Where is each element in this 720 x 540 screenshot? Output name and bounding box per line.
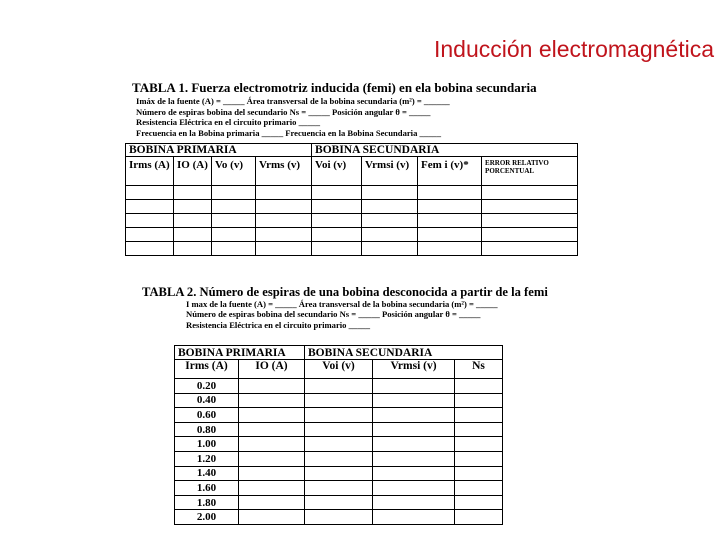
table-row (126, 200, 578, 214)
table-cell (455, 481, 503, 496)
table-row (126, 214, 578, 228)
tabla1-col-header: Voi (v) (312, 157, 362, 186)
table-cell (305, 466, 373, 481)
tabla1-col-header: Fem i (v)* (418, 157, 482, 186)
irms-value: 0.40 (175, 393, 239, 408)
table-cell (373, 495, 455, 510)
tabla1-line: Número de espiras bobina del secundario Ns = _____ Posición angular θ = _____ (136, 106, 431, 117)
table-row (126, 228, 578, 242)
table-cell (239, 379, 305, 394)
table-cell (373, 481, 455, 496)
tabla1-group-primary: BOBINA PRIMARIA (126, 144, 312, 157)
tabla2-group-secondary: BOBINA SECUNDARIA (305, 346, 503, 360)
table-cell (212, 200, 256, 214)
irms-value: 0.60 (175, 408, 239, 423)
table-row (175, 481, 503, 496)
table-cell (418, 242, 482, 256)
table-cell (239, 510, 305, 525)
table-cell (305, 408, 373, 423)
table-cell (126, 228, 174, 242)
table-cell (239, 481, 305, 496)
table-cell (256, 200, 312, 214)
table-cell (373, 466, 455, 481)
tabla1-caption: TABLA 1. Fuerza electromotriz inducida (femi) en ela bobina secundaria (132, 80, 537, 95)
tabla2 (174, 345, 503, 525)
table-cell (256, 186, 312, 200)
tabla1-col-header: Vo (v) (212, 157, 256, 186)
table-cell (482, 214, 578, 228)
tabla1-col-header: Vrmsi (v) (362, 157, 418, 186)
irms-value: 1.40 (175, 466, 239, 481)
table-row (175, 451, 503, 466)
table-cell (212, 228, 256, 242)
tabla1-col-header: Irms (A) (126, 157, 174, 186)
table-cell (305, 437, 373, 452)
table-cell (482, 186, 578, 200)
table-cell (174, 200, 212, 214)
table-cell (482, 242, 578, 256)
tabla1-line: Resistencia Eléctrica en el circuito primario _____ (136, 117, 321, 128)
tabla1 (125, 143, 578, 256)
table-cell (455, 408, 503, 423)
slide-title: Inducción electromagnética (434, 36, 714, 62)
table-cell (305, 481, 373, 496)
table-cell (418, 186, 482, 200)
tabla1-header (126, 80, 578, 138)
tabla1-group-secondary: BOBINA SECUNDARIA (312, 144, 578, 157)
table-cell (373, 393, 455, 408)
irms-value: 0.80 (175, 422, 239, 437)
table-cell (126, 214, 174, 228)
table-cell (239, 393, 305, 408)
tabla2-caption: TABLA 2. Número de espiras de una bobina desconocida a partir de la femi (142, 285, 548, 299)
table-row (175, 466, 503, 481)
tabla2-col-header: Vrmsi (v) (373, 360, 455, 379)
table-row (175, 422, 503, 437)
tabla2-header (142, 285, 548, 330)
table-cell (312, 228, 362, 242)
table-cell (373, 451, 455, 466)
tabla2-line: I max de la fuente (A) = _____ Área transversal de la bobina secundaria (m²) = _____ (186, 299, 498, 309)
table-cell (239, 422, 305, 437)
irms-value: 1.00 (175, 437, 239, 452)
table-cell (455, 422, 503, 437)
table-cell (305, 422, 373, 437)
table-cell (455, 451, 503, 466)
table-cell (174, 242, 212, 256)
irms-value: 1.20 (175, 451, 239, 466)
table-cell (373, 379, 455, 394)
table-cell (418, 200, 482, 214)
table-cell (239, 495, 305, 510)
table-cell (362, 186, 418, 200)
table-cell (212, 186, 256, 200)
irms-value: 1.80 (175, 495, 239, 510)
tabla1-col-header: ERROR RELATIVO PORCENTUAL (482, 157, 578, 186)
table-row (175, 495, 503, 510)
table-cell (312, 214, 362, 228)
table-cell (239, 408, 305, 423)
tabla2-col-header: IO (A) (239, 360, 305, 379)
table-cell (312, 200, 362, 214)
table-cell (418, 214, 482, 228)
table-cell (362, 214, 418, 228)
table-cell (373, 422, 455, 437)
tabla1-line: Frecuencia en la Bobina primaria _____ Frecuencia en la Bobina Secundaria _____ (136, 127, 441, 138)
table-cell (305, 393, 373, 408)
table-cell (174, 228, 212, 242)
table-cell (174, 214, 212, 228)
table-cell (256, 242, 312, 256)
table-row (126, 186, 578, 200)
table-cell (455, 495, 503, 510)
tabla2-col-header: Voi (v) (305, 360, 373, 379)
table-cell (373, 437, 455, 452)
irms-value: 0.20 (175, 379, 239, 394)
table-row (175, 379, 503, 394)
table-cell (418, 228, 482, 242)
table-cell (482, 200, 578, 214)
table-cell (362, 228, 418, 242)
table-cell (312, 242, 362, 256)
tabla2-col-header: Ns (455, 360, 503, 379)
table-cell (239, 437, 305, 452)
tabla2-line: Número de espiras bobina del secundario Ns = _____ Posición angular θ = _____ (186, 309, 481, 320)
tabla1-line: Imáx de la fuente (A) = _____ Área transversal de la bobina secundaria (m²) = ______ (136, 96, 450, 106)
table-cell (126, 200, 174, 214)
table-cell (256, 214, 312, 228)
table-cell (312, 186, 362, 200)
irms-value: 2.00 (175, 510, 239, 525)
table-cell (174, 186, 212, 200)
table-cell (239, 451, 305, 466)
table-cell (455, 466, 503, 481)
table-cell (305, 451, 373, 466)
table-cell (212, 214, 256, 228)
table-cell (305, 495, 373, 510)
tabla2-col-header: Irms (A) (175, 360, 239, 379)
table-cell (455, 393, 503, 408)
tabla2-line: Resistencia Eléctrica en el circuito primario _____ (186, 319, 371, 330)
table-row (175, 393, 503, 408)
table-cell (239, 466, 305, 481)
table-row (175, 437, 503, 452)
table-cell (126, 186, 174, 200)
table-cell (305, 510, 373, 525)
table-cell (126, 242, 174, 256)
table-cell (373, 408, 455, 423)
tabla2-group-primary: BOBINA PRIMARIA (175, 346, 305, 360)
table-cell (455, 437, 503, 452)
table-row (175, 510, 503, 525)
table-cell (256, 228, 312, 242)
table-cell (482, 228, 578, 242)
tabla1-col-header: Vrms (v) (256, 157, 312, 186)
irms-value: 1.60 (175, 481, 239, 496)
table-row (126, 242, 578, 256)
table-cell (362, 242, 418, 256)
tabla1-col-header: IO (A) (174, 157, 212, 186)
table-cell (362, 200, 418, 214)
table-cell (455, 379, 503, 394)
table-cell (373, 510, 455, 525)
table-cell (455, 510, 503, 525)
table-cell (305, 379, 373, 394)
table-cell (212, 242, 256, 256)
table-row (175, 408, 503, 423)
